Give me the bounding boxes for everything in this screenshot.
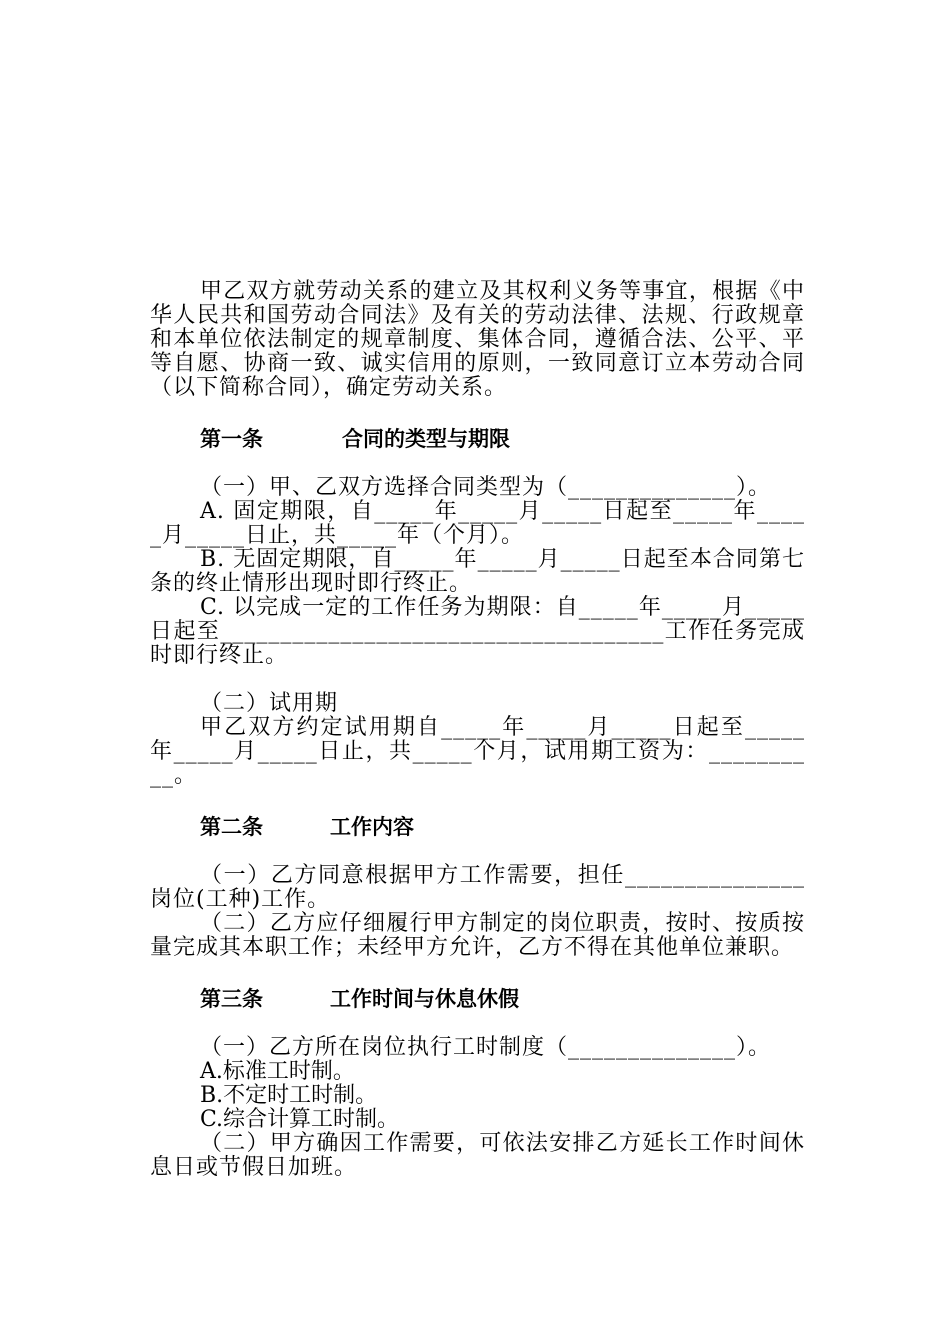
- article-2-heading: [150, 812, 805, 842]
- article-1-title: 合同的类型与期限: [342, 427, 510, 451]
- article-1-option-b: B. 无固定期限，自_____年_____月_____日起至本合同第七条的终止情形出现时即行终止。: [150, 547, 805, 596]
- article-1-clause-2-text: 甲乙双方约定试用期自_____年_____月_____日起至_____年_____月_____日止，共_____个月，试用期工资为：__________。: [150, 715, 805, 788]
- article-3-number: 第三条: [200, 987, 263, 1011]
- article-3-title: 工作时间与休息休假: [330, 987, 519, 1011]
- article-3-option-a: A.标准工时制。: [200, 1059, 355, 1084]
- preamble-paragraph: 甲乙双方就劳动关系的建立及其权利义务等事宜，根据《中华人民共和国劳动合同法》及有关的劳动法律、法规、行政规章和本单位依法制定的规章制度、集体合同，遵循合法、公平、平等自愿、协商一致、诚实信用的原则，一致同意订立本劳动合同（以下简称合同），确定劳动关系。: [150, 279, 805, 400]
- article-1-clause-2-title: （二）试用期: [200, 691, 339, 716]
- article-2-number: 第二条: [200, 815, 263, 839]
- article-2-clause-2: （二）乙方应仔细履行甲方制定的岗位职责，按时、按质按量完成其本职工作；未经甲方允许，乙方不得在其他单位兼职。: [150, 911, 805, 960]
- spacer: [150, 454, 805, 476]
- article-3-option-b: B.不定时工时制。: [200, 1083, 378, 1108]
- article-2-title: 工作内容: [330, 815, 414, 839]
- spacer: [150, 400, 805, 424]
- article-1-heading: [150, 424, 805, 454]
- spacer: [150, 842, 805, 864]
- spacer: [150, 788, 805, 812]
- article-1-option-a: A. 固定期限，自_____年_____月_____日起至_____年_____月_____日止，共_____年（个月）。: [150, 499, 805, 548]
- spacer: [150, 1014, 805, 1036]
- article-1-clause-1: （一）甲、乙双方选择合同类型为（______________）。: [200, 475, 772, 500]
- article-2-clause-1: （一）乙方同意根据甲方工作需要，担任_______________岗位(工种)工作。: [150, 863, 805, 912]
- article-3-clause-2: （二）甲方确因工作需要，可依法安排乙方延长工作时间休息日或节假日加班。: [150, 1131, 805, 1180]
- spacer: [150, 960, 805, 984]
- article-1-option-c: C. 以完成一定的工作任务为期限：自_____年_____月_____日起至_____________________________________工作任务完成时即行终止。: [150, 595, 805, 668]
- article-3-heading: [150, 984, 805, 1014]
- article-3-option-c: C.综合计算工时制。: [200, 1107, 400, 1132]
- contract-page: [150, 280, 805, 1180]
- article-3-clause-1: （一）乙方所在岗位执行工时制度（______________）。: [200, 1035, 772, 1060]
- article-1-number: 第一条: [200, 427, 263, 451]
- spacer: [150, 668, 805, 692]
